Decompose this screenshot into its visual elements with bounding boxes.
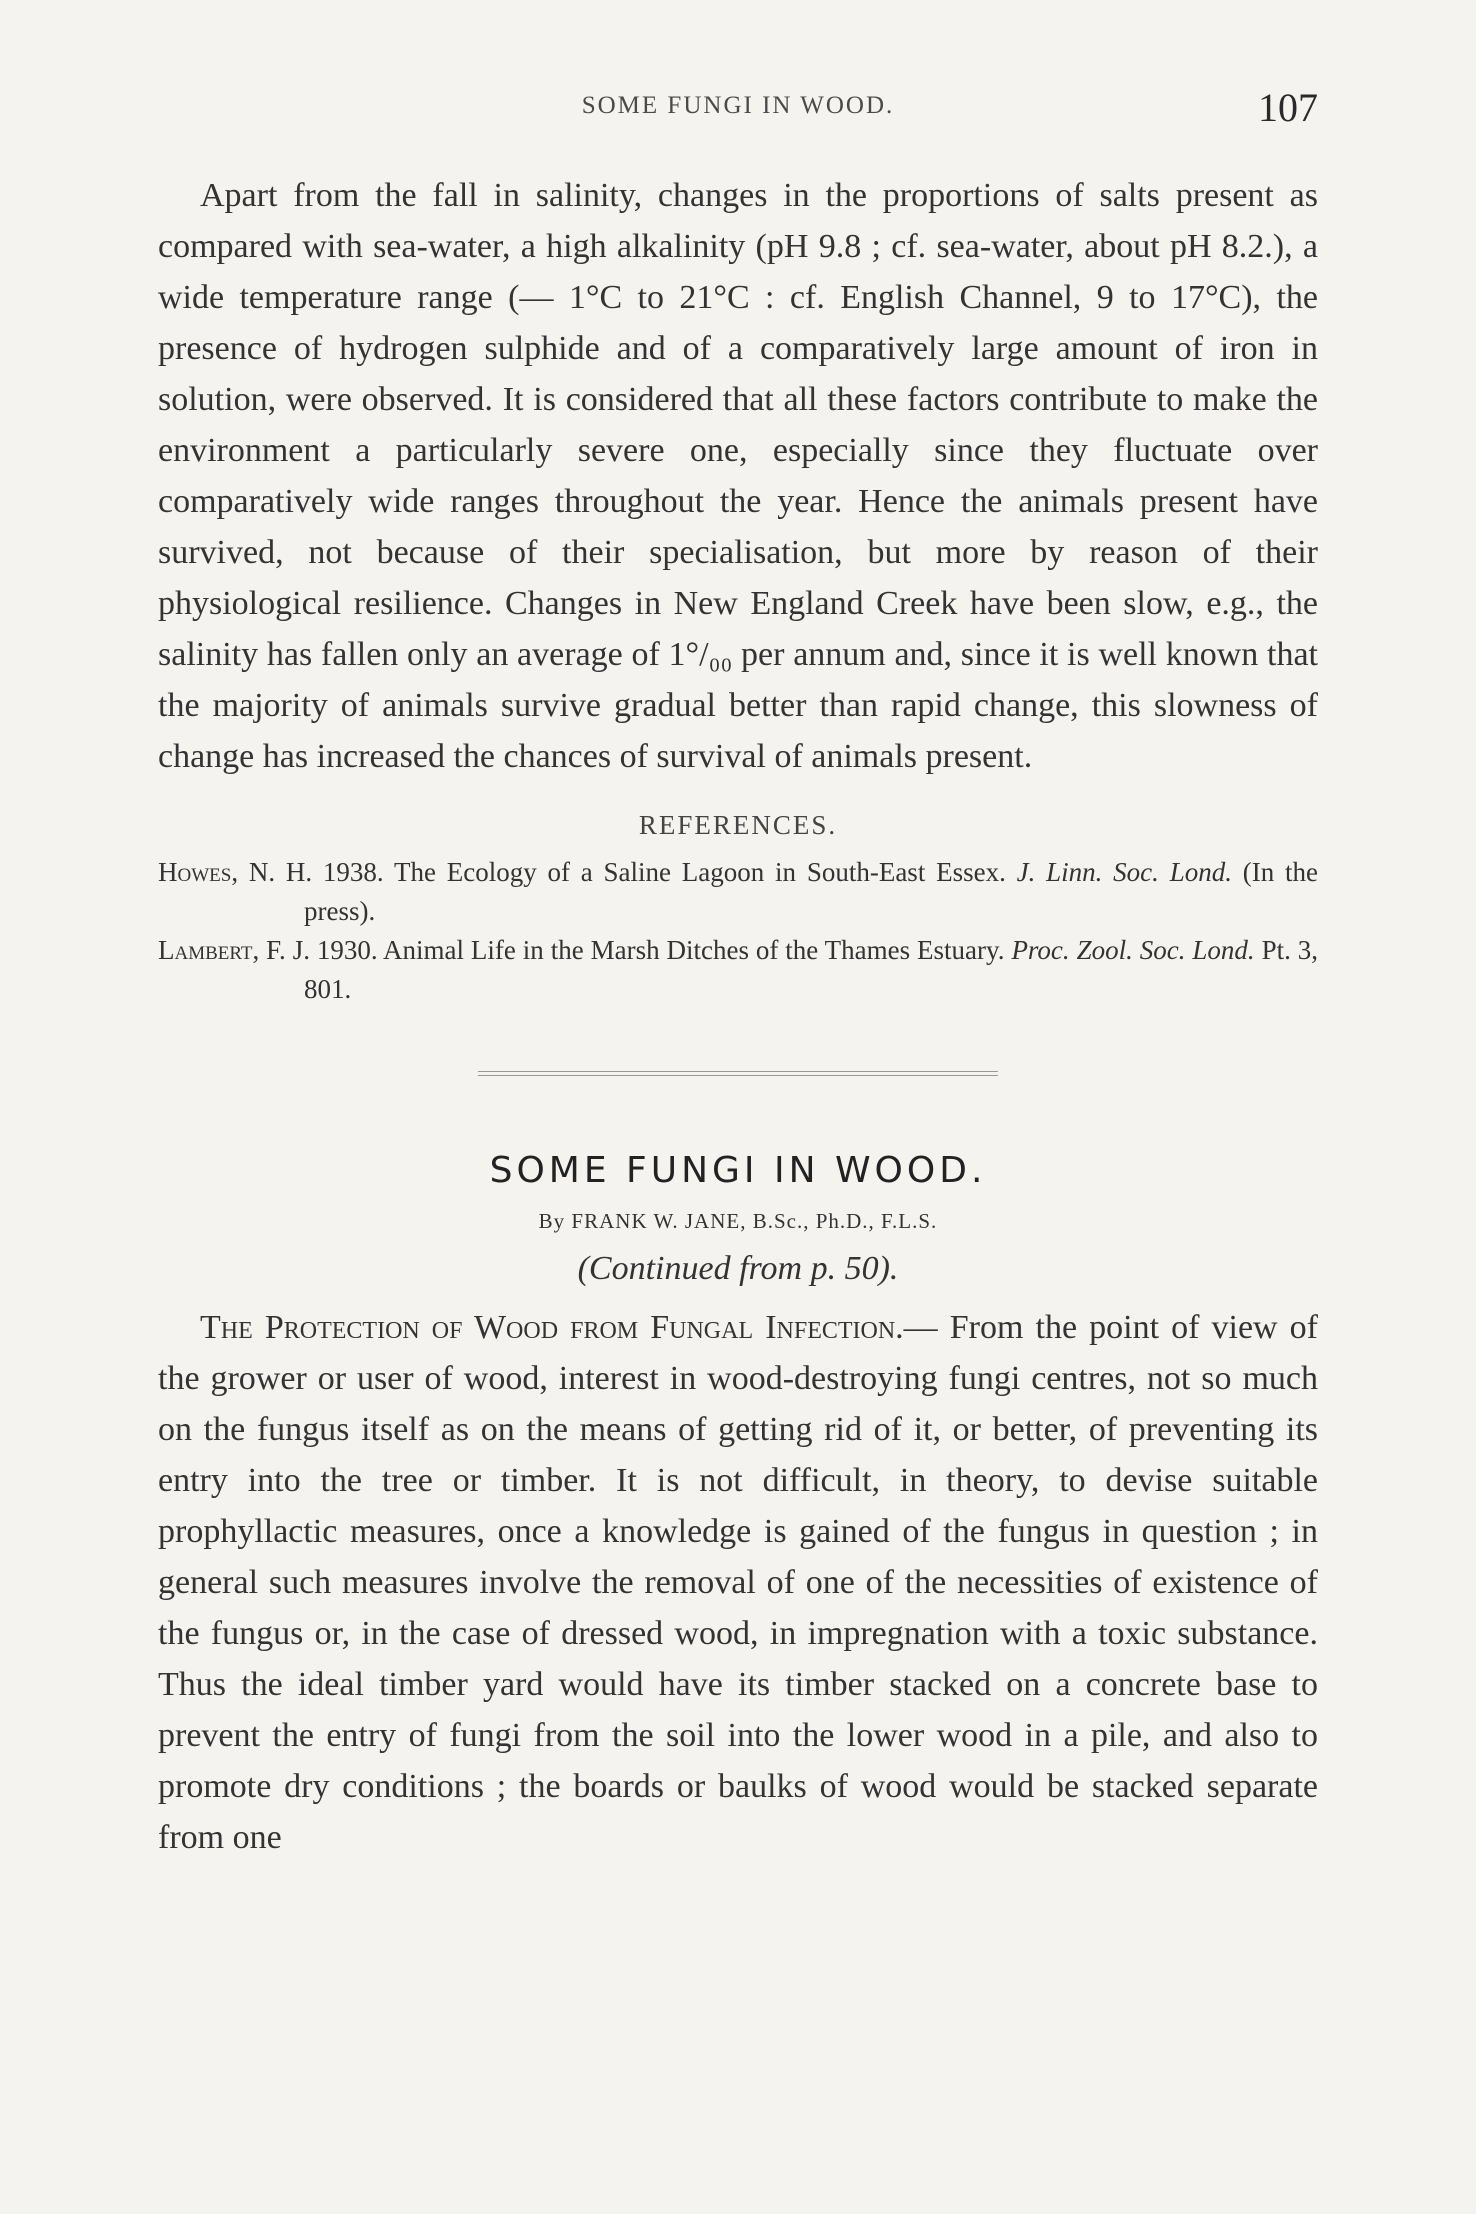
running-head	[158, 85, 1318, 140]
article-title: SOME FUNGI IN WOOD.	[489, 1150, 987, 1191]
reference-detail: Pt. 3, 801.	[304, 935, 1318, 1004]
reference-year: 1930.	[316, 935, 378, 965]
article-byline: By FRANK W. JANE, B.Sc., Ph.D., F.L.S.	[538, 1209, 938, 1233]
section-heading: The Protection of Wood from Fungal Infection.—	[200, 1309, 938, 1346]
article-paragraph-text: From the point of view of the grower or user of wood, interest in wood-destroying fungi centres, not so much on the fungus itself as on the means of getting rid of it, or better, of preventing its entry into the tree or timber. It is not difficult, in theory, to devise suitable prophyllactic measures, once a knowledge is gained of the fungus in question ; in general such measures involve the removal of one of the necessities of existence of the fungus or, in the case of dressed wood, in impregnation with a toxic substance. Thus the ideal timber yard would have its timber stacked on a concrete base to prevent the entry of fungi from the soil into the lower wood in a pile, and also to promote dry conditions ; the boards or baulks of wood would be stacked separate from one	[158, 1309, 1318, 1856]
reference-author: Howes, N. H.	[158, 857, 313, 887]
continued-text: (Continued from p. 50).	[577, 1250, 899, 1287]
continued-note	[158, 1250, 1318, 1288]
reference-year: 1938.	[322, 857, 384, 887]
reference-journal: J. Linn. Soc. Lond.	[1016, 857, 1232, 887]
reference-detail: (In the press).	[304, 857, 1318, 926]
reference-item	[158, 931, 1318, 1009]
intro-paragraph: Apart from the fall in salinity, changes in the proportions of salts present as compared with sea-water, a high alkalinity (pH 9.8 ; cf. sea-water, about pH 8.2.), a wide temperature range (— 1°C to 21°C : cf. English Channel, 9 to 17°C), the presence of hydrogen sulphide and of a comparatively large amount of iron in solution, were observed. It is considered that all these factors contribute to make the environment a particularly severe one, especially since they fluctuate over comparatively wide ranges throughout the year. Hence the animals present have survived, not because of their specialisation, but more by reason of their physiological resilience. Changes in New England Creek have been slow, e.g., the salinity has fallen only an average of 1°/₀₀ per annum and, since it is well known that the majority of animals survive gradual better than rapid change, this slowness of change has increased the chances of survival of animals present.	[158, 177, 1318, 775]
reference-text: Animal Life in the Marsh Ditches of the Thames Estuary.	[383, 935, 1005, 965]
page-number: 107	[1258, 85, 1318, 130]
references-heading: REFERENCES.	[638, 810, 838, 840]
section-divider	[478, 1071, 998, 1076]
reference-journal: Proc. Zool. Soc. Lond.	[1011, 935, 1255, 965]
reference-author: Lambert, F. J.	[158, 935, 310, 965]
page	[158, 85, 1318, 1863]
running-head-title: SOME FUNGI IN WOOD.	[581, 92, 895, 119]
reference-item	[158, 853, 1318, 931]
reference-text: The Ecology of a Saline Lagoon in South-East Essex.	[393, 857, 1006, 887]
article-paragraph	[158, 1302, 1318, 1863]
